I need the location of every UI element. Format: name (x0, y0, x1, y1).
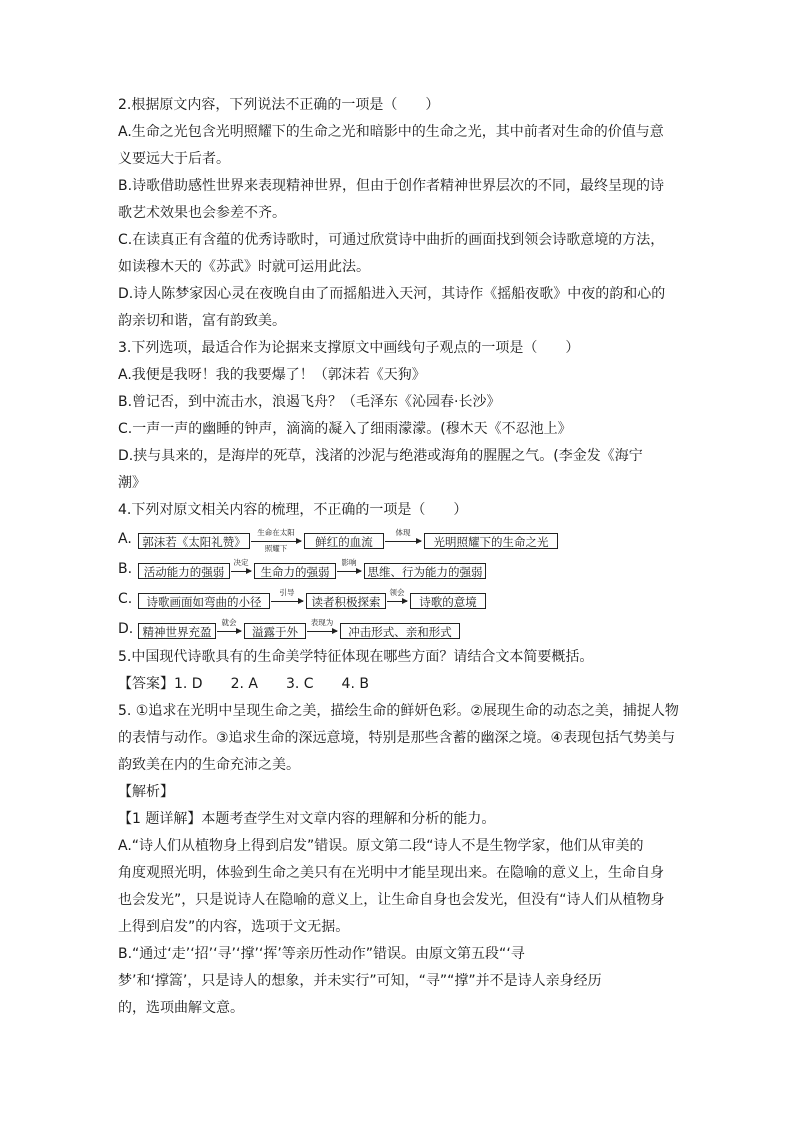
flow-c-box-2: 读者积极探索 (306, 593, 386, 609)
q4-flow-a (118, 524, 678, 554)
flow-d-box-2: 溢露于外 (244, 623, 306, 639)
q2-option-c: C.在读真正有含蕴的优秀诗歌时，可通过欣赏诗中曲折的画面找到领会诗歌意境的方法， (118, 232, 665, 248)
flow-a-arrow-2 (385, 541, 421, 542)
q2-option-b-cont: 歌艺术效果也会参差不齐。 (118, 205, 286, 221)
flow-c-arrow-1-top: 引导 (279, 588, 295, 597)
flow-c-box-1: 诗歌画面如弯曲的小径 (138, 593, 270, 609)
flow-b-arrow-1-top: 决定 (233, 558, 249, 567)
flow-c-arrow-2 (387, 601, 407, 602)
q2-option-a: A.生命之光包含光明照耀下的生命之光和暗影中的生命之光，其中前者对生命的价值与意 (118, 124, 664, 140)
q3-option-a: A.我便是我呀！我的我要爆了！（郭沫若《天狗》 (118, 367, 426, 383)
analysis-q1-a-2: 角度观照光明，体验到生命之美只有在光明中才能呈现出来。在隐喻的意义上，生命自身 (118, 865, 664, 881)
q2-option-d-cont: 韵亲切和谐，富有韵致美。 (118, 313, 286, 329)
flow-c-arrow-2-top: 领会 (389, 588, 405, 597)
q2-option-a-cont: 义要远大于后者。 (118, 151, 230, 167)
flow-b-arrow-2 (337, 571, 361, 572)
flow-a-arrow-2-top: 体现 (395, 528, 411, 537)
flow-a-arrow-1-bottom: 照耀下 (264, 544, 288, 553)
analysis-q1-a-4: 上得到启发”的内容，选项于文无据。 (118, 919, 350, 935)
flow-d-arrow-1 (217, 631, 241, 632)
flow-a-arrow-1-top: 生命在太阳 (257, 528, 295, 537)
q2-option-d: D.诗人陈梦家因心灵在夜晚自由了而摇船进入天河，其诗作《摇船夜歌》中夜的韵和心的 (118, 286, 666, 302)
q5-stem: 5.中国现代诗歌具有的生命美学特征体现在哪些方面？请结合文本简要概括。 (118, 649, 594, 665)
flow-a-arrow-1 (251, 541, 301, 542)
flow-a-box-2: 鲜红的血流 (304, 533, 384, 549)
analysis-title: 【解析】 (118, 784, 174, 800)
flow-d-label: D. (118, 621, 134, 637)
flow-c-label: C. (118, 591, 133, 607)
q4-flow-d (118, 614, 678, 644)
flow-c-box-3: 诗歌的意境 (410, 593, 486, 609)
flow-c-arrow-1 (271, 601, 303, 602)
flow-d-arrow-1-top: 就会 (221, 618, 237, 627)
analysis-q1-head: 【1 题详解】本题考查学生对文章内容的理解和分析的能力。 (118, 811, 496, 827)
q2-option-c-cont: 如读穆木天的《苏武》时就可运用此法。 (118, 259, 370, 275)
flow-b-box-2: 生命力的强弱 (254, 563, 336, 579)
flow-a-box-3: 光明照耀下的生命之光 (424, 533, 558, 549)
answer-line: 【答案】1. D 2. A 3. C 4. B (118, 676, 369, 692)
document-page (118, 92, 678, 1022)
flow-d-box-1: 精神世界充盈 (138, 623, 216, 639)
flow-d-box-3: 冲击形式、亲和形式 (340, 623, 460, 639)
flow-a-label: A. (118, 531, 132, 547)
flow-b-arrow-2-top: 影响 (341, 558, 357, 567)
flow-d-arrow-2 (307, 631, 337, 632)
analysis-q1-b-2: 梦’和‘撑篙’，只是诗人的想象，并未实行”可知，“寻”“撑”并不是诗人亲身经历 (118, 973, 602, 989)
q2-option-b: B.诗歌借助感性世界来表现精神世界，但由于创作者精神世界层次的不同，最终呈现的诗 (118, 178, 665, 194)
q4-flow-c (118, 584, 678, 614)
flow-b-box-1: 活动能力的强弱 (138, 563, 230, 579)
q4-stem: 4.下列对原文相关内容的梳理，不正确的一项是（ ） (118, 502, 468, 518)
answer-q5-line-3: 韵致美在内的生命充沛之美。 (118, 757, 300, 773)
analysis-q1-b-3: 的，选项曲解文意。 (118, 1000, 244, 1016)
analysis-q1-b-1: B.“通过‘走’‘招’‘寻’‘撑’‘挥’等亲历性动作”错误。由原文第五段“‘寻 (118, 946, 525, 962)
analysis-q1-a-3: 也会发光”，只是说诗人在隐喻的意义上，让生命自身也会发光，但没有“诗人们从植物身 (118, 892, 665, 908)
q3-option-c: C.一声一声的幽睡的钟声，滴滴的凝入了细雨濛濛。(穆木天《不忍池上》 (118, 421, 572, 437)
answer-q5-line-2: 的表情与动作。③追求生命的深远意境，特别是那些含蓄的幽深之境。④表现包括气势美与 (118, 730, 676, 746)
q3-option-d-cont: 潮》 (118, 475, 146, 491)
flow-d-arrow-2-top: 表现为 (310, 618, 334, 627)
flow-b-label: B. (118, 561, 133, 577)
analysis-q1-a-1: A.“诗人们从植物身上得到启发”错误。原文第二段“诗人不是生物学家，他们从审美的 (118, 838, 644, 854)
flow-b-box-3: 思维、行为能力的强弱 (364, 563, 486, 579)
q2-stem: 2.根据原文内容，下列说法不正确的一项是（ ） (118, 97, 440, 113)
flow-a-box-1: 郭沫若《太阳礼赞》 (138, 533, 250, 549)
q3-option-b: B.曾记否，到中流击水，浪遏飞舟？（毛泽东《沁园春·长沙》 (118, 394, 501, 410)
flow-b-arrow-1 (231, 571, 251, 572)
q3-stem: 3.下列选项，最适合作为论据来支撑原文中画线句子观点的一项是（ ） (118, 340, 580, 356)
q3-option-d: D.挟与具来的，是海岸的死草，浅渚的沙泥与绝港或海角的腥腥之气。(李金发《海宁 (118, 448, 643, 464)
q4-flow-b (118, 554, 678, 584)
answer-q5-line-1: 5. ①追求在光明中呈现生命之美，描绘生命的鲜妍色彩。②展现生命的动态之美，捕捉人物 (118, 703, 679, 719)
